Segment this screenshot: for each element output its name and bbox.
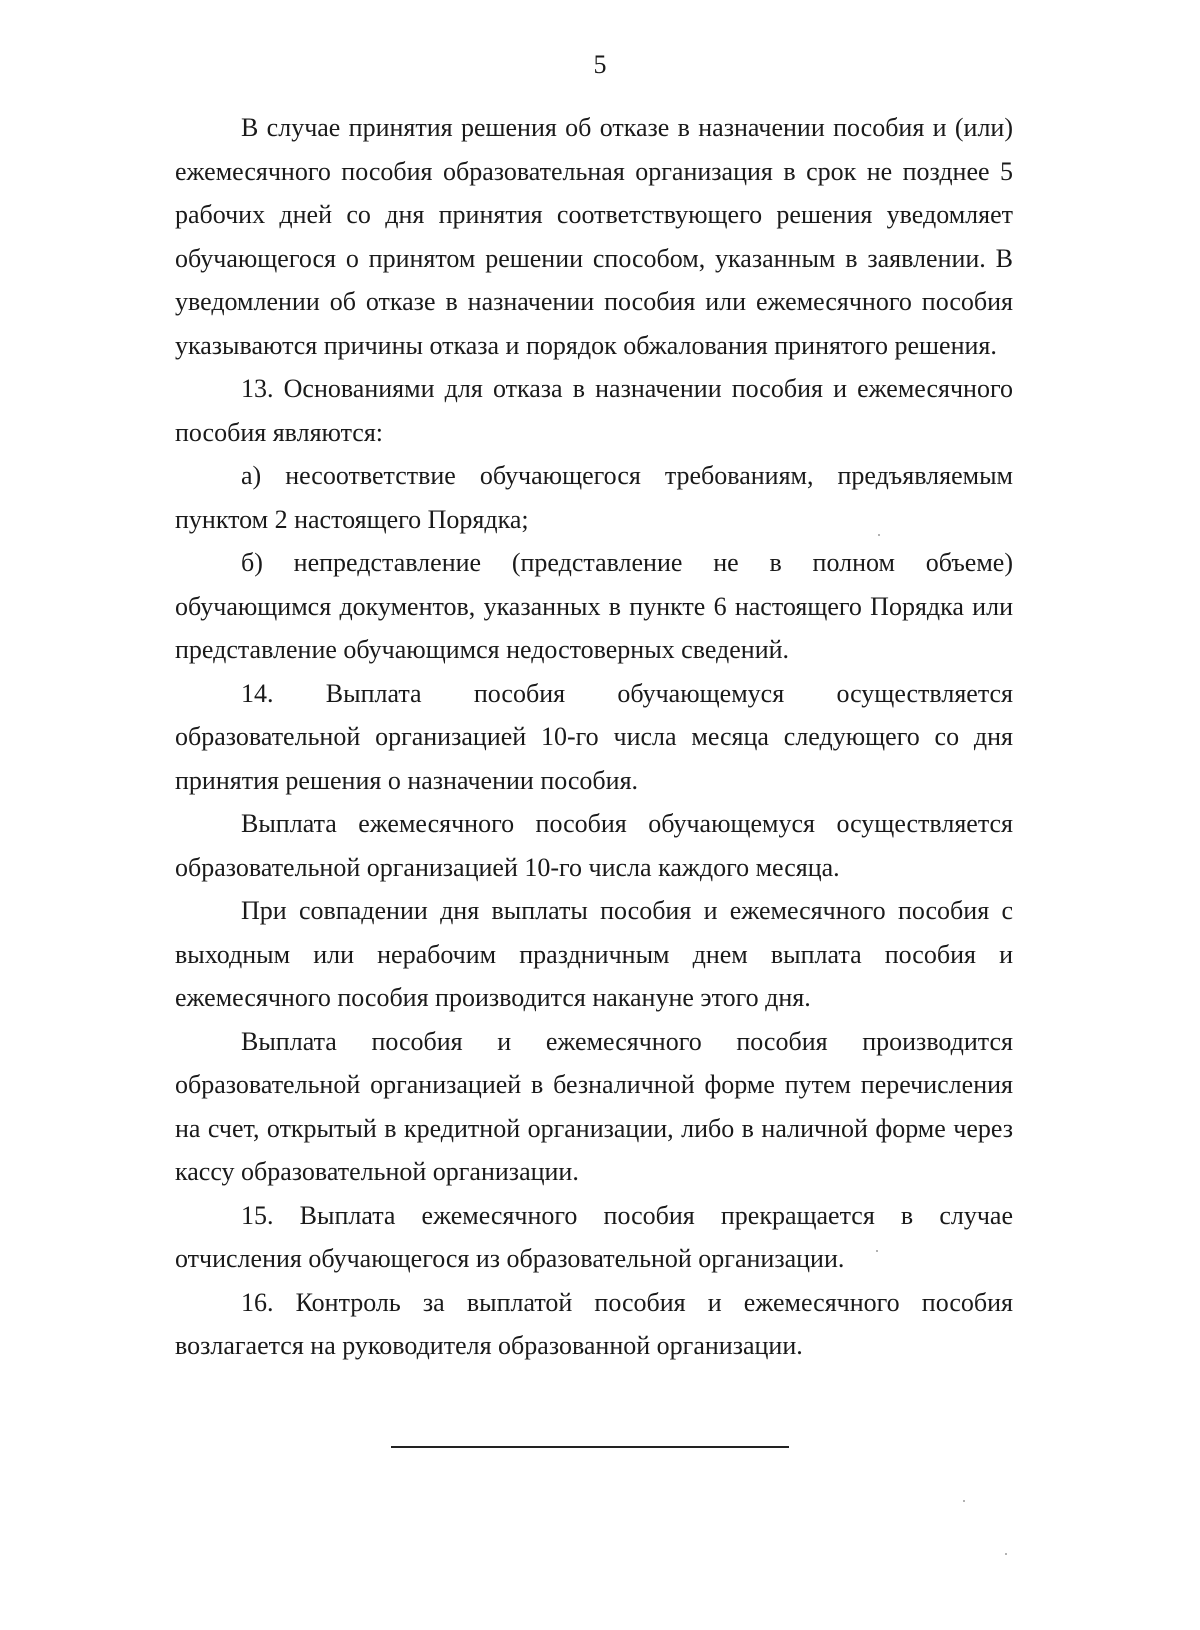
document-body [175, 106, 1013, 1368]
paragraph-13b: б) непредставление (представление не в полном объеме) обучающимся документов, указанных в пункте 6 настоящего Порядка или представление обучающимся недостоверных сведений. [175, 548, 1013, 664]
paragraph-monthly-payment: Выплата ежемесячного пособия обучающемуся осуществляется образовательной организацией 10-го числа каждого месяца. [175, 809, 1013, 882]
scan-speck [1005, 1553, 1007, 1555]
paragraph-14-payment: 14. Выплата пособия обучающемуся осуществляется образовательной организацией 10-го числа месяца следующего со дня принятия решения о назначении пособия. [175, 678, 1013, 795]
page-number: 5 [593, 50, 607, 79]
paragraph-holiday-payment: При совпадении дня выплаты пособия и ежемесячного пособия с выходным или нерабочим праздничным днем выплата пособия и ежемесячного пособия производится накануне этого дня. [175, 896, 1013, 1012]
scan-speck [878, 534, 880, 536]
paragraph-payment-method: Выплата пособия и ежемесячного пособия производится образовательной организацией в безналичной форме путем перечисления на счет, открытый в кредитной организации, либо в наличной форме через кассу образовательной организации. [175, 1026, 1013, 1186]
end-of-document-rule [391, 1446, 789, 1448]
scan-speck [963, 1500, 965, 1502]
paragraph-16-control: 16. Контроль за выплатой пособия и ежемесячного пособия возлагается на руководителя образованной организации. [175, 1287, 1013, 1360]
paragraph-13-refusal-grounds: 13. Основаниями для отказа в назначении пособия и ежемесячного пособия являются: [175, 374, 1013, 447]
paragraph-refusal-notification: В случае принятия решения об отказе в назначении пособия и (или) ежемесячного пособия образовательная организация в срок не позднее 5 рабочих дней со дня принятия соответствующего решения уведомляет обучающегося о принятом решении способом, указанным в заявлении. В уведомлении об отказе в назначении пособия или ежемесячного пособия указываются причины отказа и порядок обжалования принятого решения. [175, 113, 1013, 360]
paragraph-13a: а) несоответствие обучающегося требованиям, предъявляемым пунктом 2 настоящего Порядка; [175, 461, 1013, 534]
paragraph-15-termination: 15. Выплата ежемесячного пособия прекращается в случае отчисления обучающегося из образовательной организации. [175, 1200, 1013, 1273]
scan-speck [876, 1250, 878, 1252]
